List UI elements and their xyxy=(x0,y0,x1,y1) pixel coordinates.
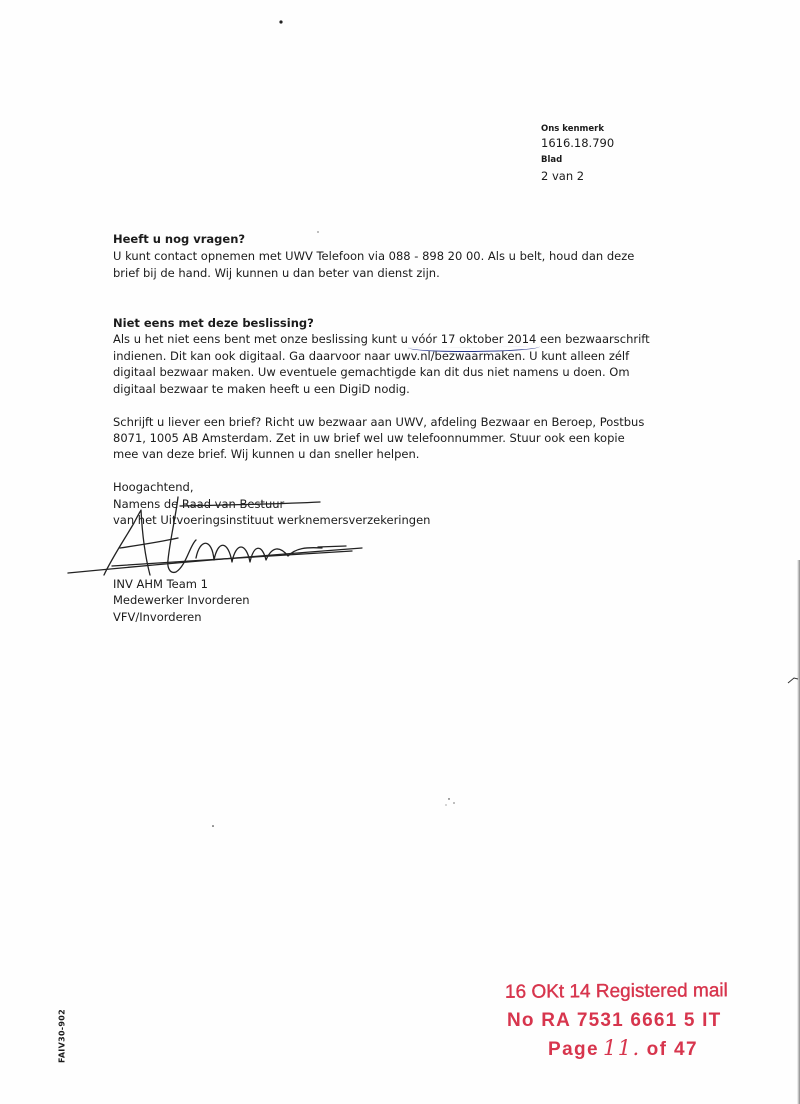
stamp-page-line xyxy=(548,1036,698,1061)
sheet-number: 2 van 2 xyxy=(541,169,585,183)
deadline-date-text: vóór 17 oktober 2014 xyxy=(411,332,537,346)
signature-stroke xyxy=(120,538,178,548)
questions-section xyxy=(113,231,634,282)
sender-section xyxy=(113,576,250,626)
stamp-date-line: 16 OKt 14 Registered mail xyxy=(504,980,728,1003)
deadline-line-after: een bezwaarschrift xyxy=(536,332,650,346)
scan-speck xyxy=(448,798,449,799)
closing-line: van het Uitvoeringsinstituut werknemersverzekeringen xyxy=(113,513,431,527)
sender-department: VFV/Invorderen xyxy=(113,609,202,624)
closing-line: Namens de Raad van Bestuur xyxy=(113,496,285,511)
sender-team: INV AHM Team 1 xyxy=(113,576,208,591)
questions-line: brief bij de hand. Wij kunnen u dan beter van dienst zijn. xyxy=(113,266,440,280)
closing-salutation: Hoogachtend, xyxy=(113,480,194,494)
form-code: FAIV30-902 xyxy=(57,1008,67,1064)
questions-line: U kunt contact opnemen met UWV Telefoon via 088 - 898 20 00. Als u belt, houd dan deze xyxy=(113,249,635,263)
sender-role: Medewerker Invorderen xyxy=(113,593,250,607)
letter-option-section xyxy=(113,414,644,462)
scan-speck xyxy=(453,802,454,803)
stamp-page-number: 11. xyxy=(603,1036,641,1060)
signature-stroke xyxy=(68,548,362,573)
sheet-label: Blad xyxy=(541,155,563,165)
letter-option-line: mee van deze brief. Wij kunnen u dan sneller helpen. xyxy=(113,447,420,461)
signature-stroke xyxy=(112,551,352,566)
objection-section xyxy=(113,315,650,398)
scan-speck xyxy=(212,825,214,827)
reference-number: 1616.18.790 xyxy=(541,136,615,150)
scan-speck xyxy=(446,805,447,806)
objection-heading: Niet eens met deze beslissing? xyxy=(113,315,314,330)
deadline-date xyxy=(412,331,537,348)
letter-option-line: Schrijft u liever een brief? Richt uw bezwaar aan UWV, afdeling Bezwaar en Beroep, Postbus xyxy=(113,415,645,429)
letter-option-line: 8071, 1005 AB Amsterdam. Zet in uw brief wel uw telefoonnummer. Stuur ook een kopie xyxy=(113,431,625,445)
deadline-line xyxy=(113,331,650,348)
objection-line: indienen. Dit kan ook digitaal. Ga daarvoor naar uwv.nl/bezwaarmaken. U kunt alleen zélf xyxy=(113,348,630,363)
stamp-registration-number: No RA 7531 6661 5 IT xyxy=(507,1010,722,1031)
signature-stroke xyxy=(318,546,346,547)
reference-label: Ons kenmerk xyxy=(541,124,605,134)
signature-stroke xyxy=(196,543,322,562)
objection-line: digitaal bezwaar maken. Uw eventuele gemachtigde kan dit dus niet namens u doen. Om xyxy=(113,365,630,379)
deadline-line-before: Als u het niet eens bent met onze beslissing kunt u xyxy=(113,332,412,346)
objection-line: digitaal bezwaar te maken heeft u een DigiD nodig. xyxy=(113,381,410,396)
questions-heading: Heeft u nog vragen? xyxy=(113,232,246,246)
stamp-page-label: Page xyxy=(548,1039,600,1060)
stamp-page-total: of 47 xyxy=(646,1039,698,1060)
scan-speck xyxy=(279,20,282,23)
closing-section xyxy=(113,479,430,529)
